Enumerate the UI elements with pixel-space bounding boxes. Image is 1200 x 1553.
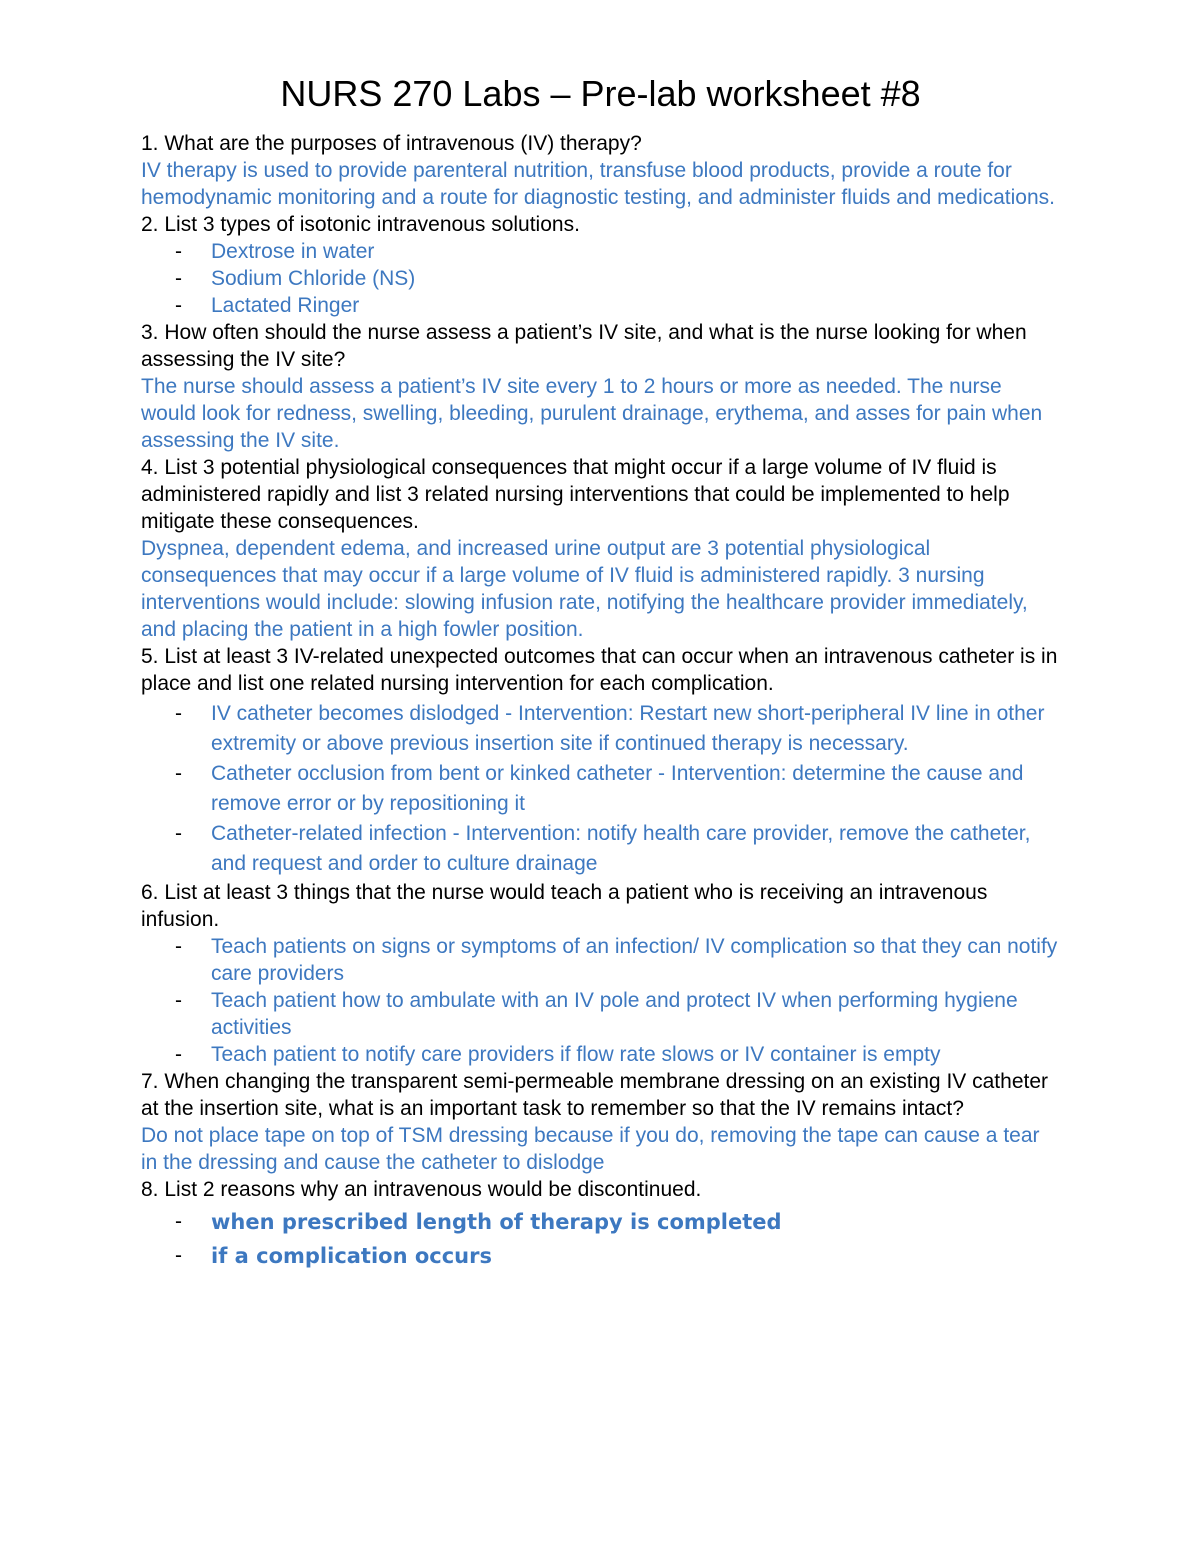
list-item: - Sodium Chloride (NS) <box>211 265 1060 292</box>
answer-1: IV therapy is used to provide parenteral nutrition, transfuse blood products, provide a route for hemodynamic monitoring and a route for diagnostic testing, and administer fluids and medications. <box>141 159 1056 209</box>
answer-5-list <box>141 699 1060 879</box>
list-item: - Teach patient how to ambulate with an IV pole and protect IV when performing hygiene activities <box>211 987 1060 1041</box>
answer-8-list <box>141 1205 1060 1273</box>
question-7: 7. When changing the transparent semi-permeable membrane dressing on an existing IV catheter at the insertion site, what is an important task to remember so that the IV remains intact? <box>141 1070 1048 1120</box>
question-1: 1. What are the purposes of intravenous (IV) therapy? <box>141 132 642 155</box>
question-3: 3. How often should the nurse assess a patient’s IV site, and what is the nurse looking for when assessing the IV site? <box>141 321 1027 371</box>
answer-4: Dyspnea, dependent edema, and increased urine output are 3 potential physiological consequences that may occur if a large volume of IV fluid is administered rapidly. 3 nursing interventions would include: slowing infusion rate, notifying the healthcare provider immediately, and placing the patient in a high fowler position. <box>141 537 1028 641</box>
question-2: 2. List 3 types of isotonic intravenous solutions. <box>141 213 580 236</box>
page-title: NURS 270 Labs – Pre-lab worksheet #8 <box>280 73 921 114</box>
list-item: - Lactated Ringer <box>211 292 1060 319</box>
question-8: 8. List 2 reasons why an intravenous would be discontinued. <box>141 1178 702 1201</box>
list-item: - Catheter occlusion from bent or kinked catheter - Intervention: determine the cause and remove error or by repositioning it <box>211 759 1060 819</box>
question-5: 5. List at least 3 IV-related unexpected outcomes that can occur when an intravenous catheter is in place and list one related nursing intervention for each complication. <box>141 645 1058 695</box>
answer-3: The nurse should assess a patient’s IV site every 1 to 2 hours or more as needed. The nurse would look for redness, swelling, bleeding, purulent drainage, erythema, and asses for pain when assessing the IV site. <box>141 375 1043 452</box>
list-item: - Catheter-related infection - Intervention: notify health care provider, remove the catheter, and request and order to culture drainage <box>211 819 1060 879</box>
list-item: - Teach patients on signs or symptoms of an infection/ IV complication so that they can notify care providers <box>211 933 1060 987</box>
answer-6-list <box>141 933 1060 1068</box>
question-4: 4. List 3 potential physiological consequences that might occur if a large volume of IV fluid is administered rapidly and list 3 related nursing interventions that could be implemented to help mitigate these consequences. <box>141 456 1010 533</box>
answer-2-list <box>141 238 1060 319</box>
list-item: - IV catheter becomes dislodged - Intervention: Restart new short-peripheral IV line in other extremity or above previous insertion site if continued therapy is necessary. <box>211 699 1060 759</box>
answer-7: Do not place tape on top of TSM dressing because if you do, removing the tape can cause a tear in the dressing and cause the catheter to dislodge <box>141 1124 1040 1174</box>
list-item: - if a complication occurs <box>211 1239 1060 1273</box>
question-6: 6. List at least 3 things that the nurse would teach a patient who is receiving an intravenous infusion. <box>141 881 988 931</box>
list-item: - Teach patient to notify care providers if flow rate slows or IV container is empty <box>211 1041 1060 1068</box>
list-item: - when prescribed length of therapy is completed <box>211 1205 1060 1239</box>
list-item: - Dextrose in water <box>211 238 1060 265</box>
